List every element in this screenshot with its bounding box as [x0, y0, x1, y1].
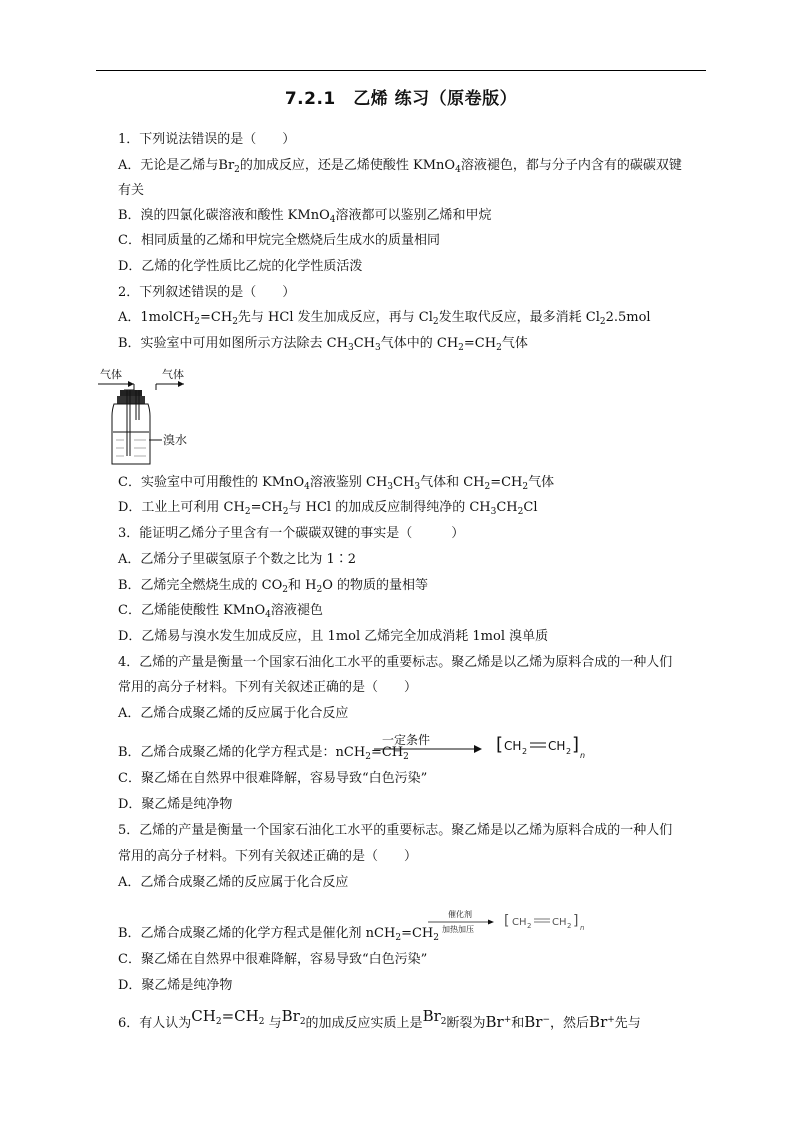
- q4-product-ch2-a: CH: [504, 739, 522, 753]
- q1-stem: 1．下列说法错误的是（ ）: [118, 132, 296, 147]
- svg-text:]: ]: [573, 913, 579, 929]
- q1-option-b: B．溴的四氯化碳溶液和酸性 KMnO$_4$溶液都可以鉴别乙烯和甲烷: [118, 208, 492, 225]
- q6-stem: 6．有人认为$CH_2=CH_2$ 与$Br_2$的加成反应实质上是$Br_2$断裂为Br+和Br−，然后Br+先与: [118, 1007, 641, 1031]
- q1-option-a-cont: 有关: [118, 183, 145, 198]
- q5-reaction-arrow: [426, 906, 626, 942]
- q4-option-c: C．聚乙烯在自然界中很难降解，容易导致“白色污染”: [118, 771, 428, 786]
- gas-out-label: 气体: [162, 368, 184, 381]
- gas-washing-bottle-figure: [96, 364, 236, 470]
- svg-text:[: [: [496, 734, 504, 755]
- q4-stem-line1: 4．乙烯的产量是衡量一个国家石油化工水平的重要标志。聚乙烯是以乙烯为原料合成的一种人们: [118, 655, 673, 670]
- q5-condition-bottom: 加热加压: [442, 925, 474, 934]
- q4-option-a: A．乙烯合成聚乙烯的反应属于化合反应: [118, 706, 349, 721]
- svg-text:2: 2: [522, 747, 528, 756]
- q5-option-b: B．乙烯合成聚乙烯的化学方程式是催化剂 $nCH_2=CH_2$: [118, 926, 439, 943]
- q5-product-ch2-a: CH: [512, 917, 527, 928]
- q2-option-a: A．$1molCH_2=CH_2$先与 HCl 发生加成反应，再与 $Cl_2$发生取代反应，最多消耗 $Cl_22.5mol$: [118, 310, 651, 327]
- q5-option-a: A．乙烯合成聚乙烯的反应属于化合反应: [118, 875, 349, 890]
- q1-option-a: A．无论是乙烯与$Br_2$的加成反应，还是乙烯使酸性 KMnO$_4$溶液褪色，都与分子内含有的碳碳双键: [118, 158, 682, 175]
- q4-option-d: D．聚乙烯是纯净物: [118, 797, 233, 812]
- svg-text:[: [: [504, 913, 510, 929]
- q5-option-c: C．聚乙烯在自然界中很难降解，容易导致“白色污染”: [118, 952, 428, 967]
- q3-option-a: A．乙烯分子里碳氢原子个数之比为 1∶2: [118, 552, 357, 567]
- q3-option-d: D．乙烯易与溴水发生加成反应，且 1mol 乙烯完全加成消耗 1mol 溴单质: [118, 629, 549, 644]
- svg-text:2: 2: [567, 922, 572, 930]
- gas-in-label: 气体: [100, 368, 122, 381]
- q5-stem-line1: 5．乙烯的产量是衡量一个国家石油化工水平的重要标志。聚乙烯是以乙烯为原料合成的一种人们: [118, 823, 673, 838]
- q4-product-ch2-b: CH: [548, 739, 566, 753]
- q2-option-d: D．工业上可利用 $CH_2=CH_2$与 HCl 的加成反应制得纯净的 $CH_3CH_2Cl$: [118, 500, 538, 517]
- q3-stem: 3．能证明乙烯分子里含有一个碳碳双键的事实是（ ）: [118, 526, 465, 541]
- q5-option-d: D．聚乙烯是纯净物: [118, 978, 233, 993]
- q4-condition-label: 一定条件: [382, 733, 431, 747]
- q4-reaction-arrow: [370, 728, 590, 768]
- q1-option-d: D．乙烯的化学性质比乙烷的化学性质活泼: [118, 259, 363, 274]
- q2-stem: 2．下列叙述错误的是（ ）: [118, 285, 296, 300]
- svg-text:2: 2: [566, 747, 572, 756]
- header-rule: [96, 70, 706, 71]
- q5-product-ch2-b: CH: [552, 917, 567, 928]
- q4-option-b: B．乙烯合成聚乙烯的化学方程式是：$nCH_2=CH_2$: [118, 745, 409, 762]
- svg-text:]: ]: [572, 734, 580, 755]
- q5-product-n: n: [580, 924, 585, 932]
- q3-option-b: B．乙烯完全燃烧生成的 $CO_2$和 $H_2O$ 的物质的量相等: [118, 578, 429, 595]
- page-title: 7.2.1 乙烯 练习（原卷版）: [284, 89, 518, 109]
- svg-text:2: 2: [527, 922, 532, 930]
- q4-product-n: n: [580, 751, 586, 760]
- q5-condition-top: 催化剂: [448, 910, 472, 919]
- q1-option-c: C．相同质量的乙烯和甲烷完全燃烧后生成水的质量相同: [118, 233, 440, 248]
- q2-option-c: C．实验室中可用酸性的 KMnO$_4$溶液鉴别 $CH_3CH_3$气体和 $CH_2=CH_2$气体: [118, 475, 555, 492]
- q2-option-b: B．实验室中可用如图所示方法除去 $CH_3CH_3$气体中的 $CH_2=CH_2$气体: [118, 336, 528, 353]
- q4-stem-line2: 常用的高分子材料。下列有关叙述正确的是（ ）: [118, 680, 418, 695]
- q5-stem-line2: 常用的高分子材料。下列有关叙述正确的是（ ）: [118, 849, 418, 864]
- bromine-water-label: 溴水: [163, 433, 188, 447]
- q3-option-c: C．乙烯能使酸性 KMnO$_4$溶液褪色: [118, 603, 323, 620]
